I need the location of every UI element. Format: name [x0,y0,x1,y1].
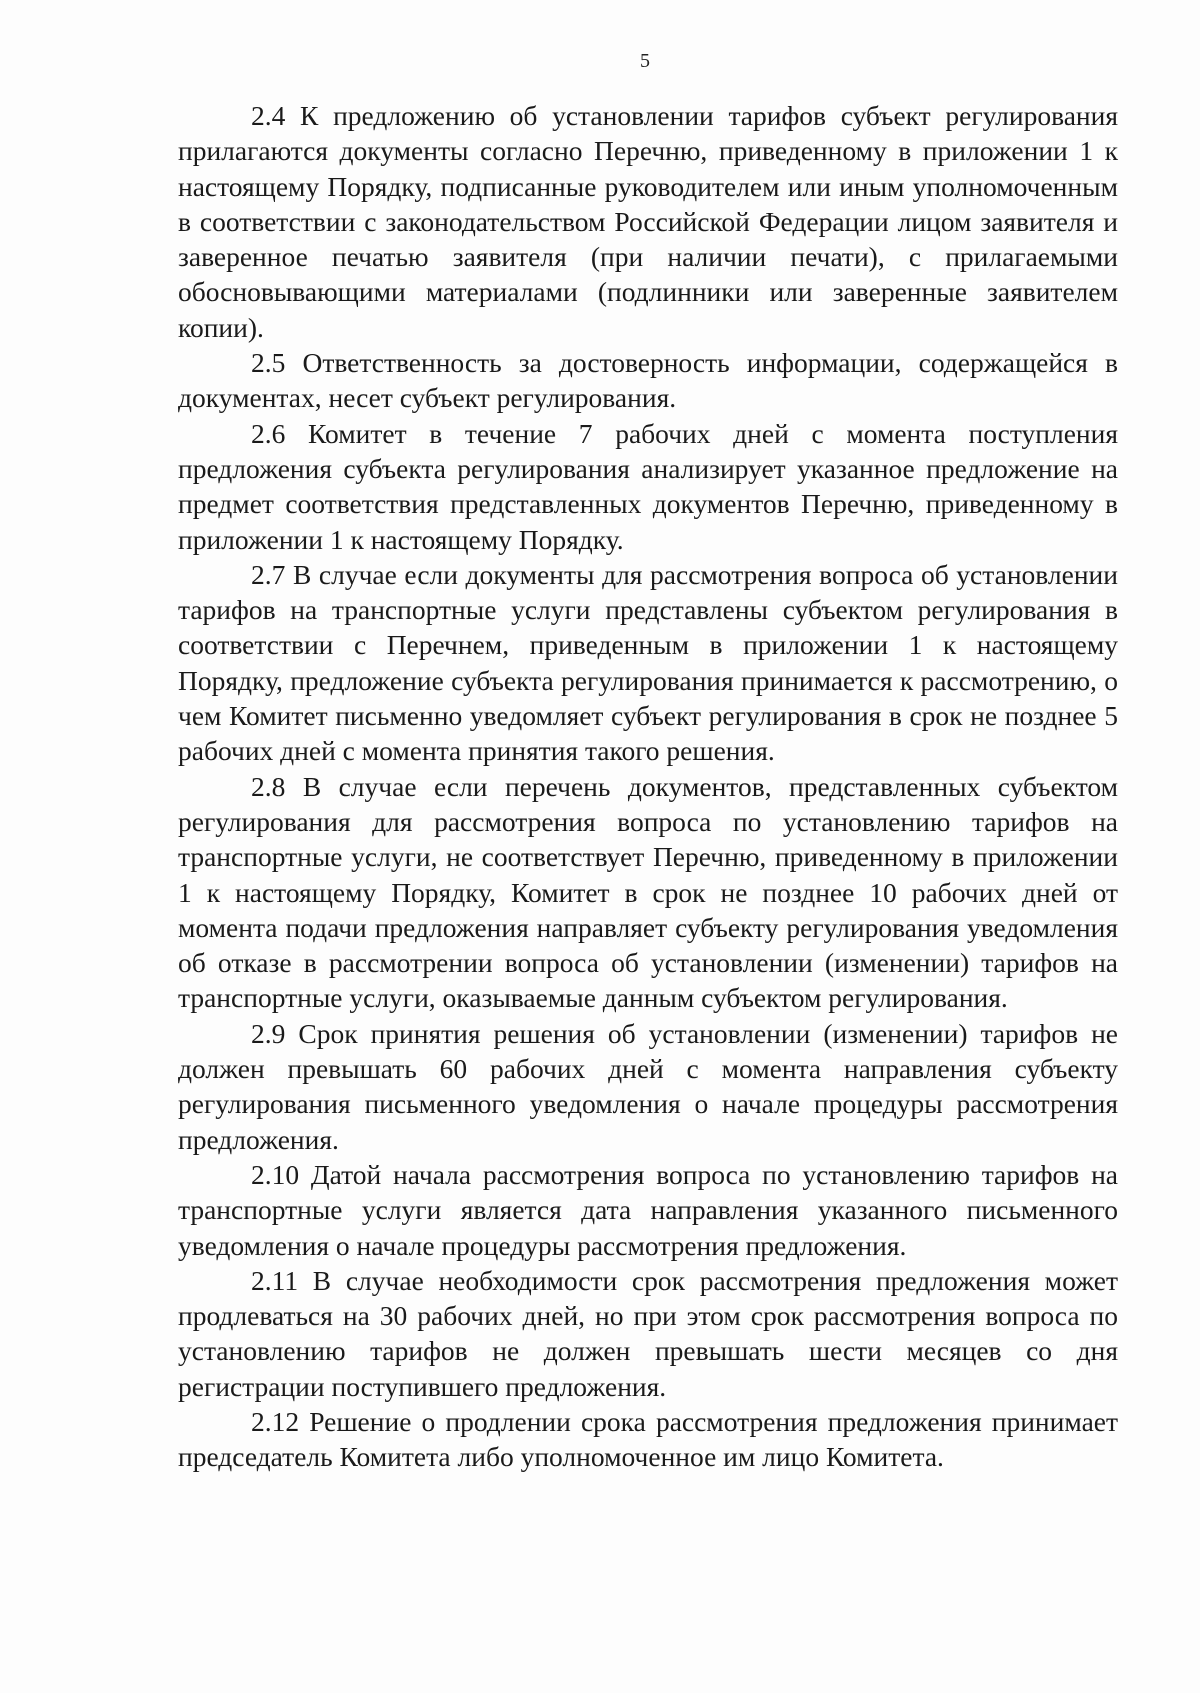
paragraph-2-6: 2.6 Комитет в течение 7 рабочих дней с момента поступления предложения субъекта регулирования анализирует указанное предложение на предмет соответствия представленных документов Перечню, приведенному в приложении 1 к настоящему Порядку. [178,417,1118,555]
paragraph-2-7: 2.7 В случае если документы для рассмотрения вопроса об установлении тарифов на транспортные услуги представлены субъектом регулирования в соответствии с Перечнем, приведенным в приложении 1 к настоящему Порядку, предложение субъекта регулирования принимается к рассмотрению, о чем Комитет письменно уведомляет субъект регулирования в срок не позднее 5 рабочих дней с момента принятия такого решения. [178,558,1118,767]
paragraph-2-12: 2.12 Решение о продлении срока рассмотрения предложения принимает председатель Комитета либо уполномоченное им лицо Комитета. [178,1405,1118,1473]
paragraph-2-8: 2.8 В случае если перечень документов, представленных субъектом регулирования для рассмотрения вопроса по установлению тарифов на транспортные услуги, не соответствует Перечню, приведенному в приложении 1 к настоящему Порядку, Комитет в срок не позднее 10 рабочих дней от момента подачи предложения направляет субъекту регулирования уведомления об отказе в рассмотрении вопроса об установлении (изменении) тарифов на транспортные услуги, оказываемые данным субъектом регулирования. [178,770,1118,1014]
paragraph-2-5: 2.5 Ответственность за достоверность информации, содержащейся в документах, несет субъект регулирования. [178,347,1118,414]
page-number: 5 [640,50,650,72]
paragraph-2-4: 2.4 К предложению об установлении тарифов субъект регулирования прилагаются документы согласно Перечню, приведенному в приложении 1 к настоящему Порядку, подписанные руководителем или иным уполномоченным в соответствии с законодательством Российской Федерации лицом заявителя и заверенное печатью заявителя (при наличии печати), с прилагаемыми обосновывающими материалами (подлинники или заверенные заявителем копии). [178,100,1118,343]
paragraph-2-11: 2.11 В случае необходимости срок рассмотрения предложения может продлеваться на 30 рабочих дней, но при этом срок рассмотрения вопроса по установлению тарифов не должен превышать шести месяцев со дня регистрации поступившего предложения. [178,1264,1118,1402]
paragraph-2-10: 2.10 Датой начала рассмотрения вопроса по установлению тарифов на транспортные услуги является дата направления указанного письменного уведомления о начале процедуры рассмотрения предложения. [178,1158,1118,1261]
document-body [178,98,1118,1475]
paragraph-2-9: 2.9 Срок принятия решения об установлении (изменении) тарифов не должен превышать 60 рабочих дней с момента направления субъекту регулирования письменного уведомления о начале процедуры рассмотрения предложения. [178,1017,1118,1155]
